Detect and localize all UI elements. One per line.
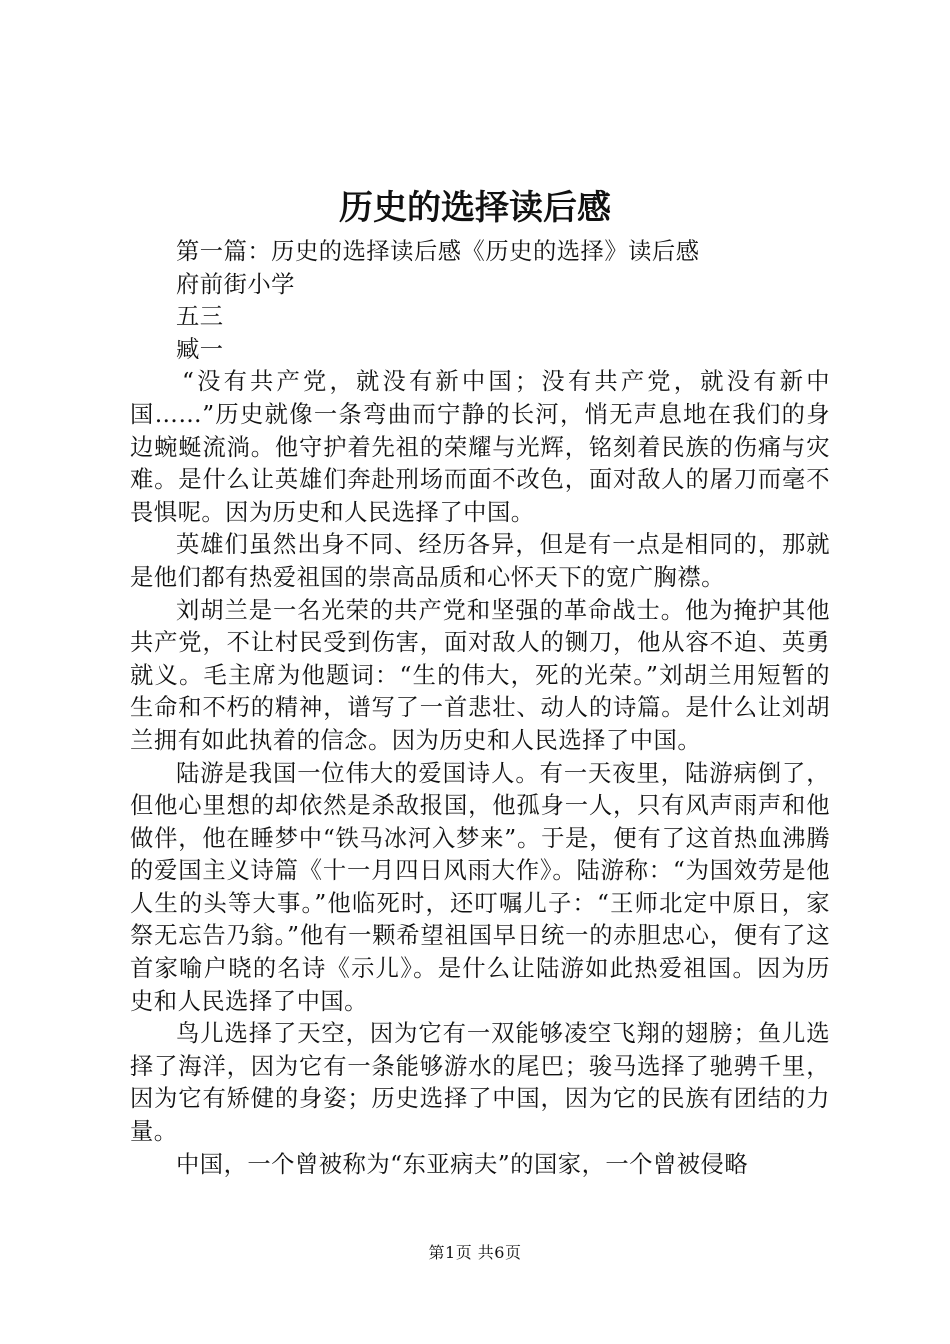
paragraph: 英雄们虽然出身不同、经历各异，但是有一点是相同的，那就是他们都有热爱祖国的崇高品质和心怀天下的宽广胸襟。 (130, 531, 830, 591)
school-line: 府前街小学 (176, 270, 295, 298)
page-footer: 第1页 共6页 (428, 1243, 522, 1262)
class-line: 五三 (176, 303, 224, 331)
paragraph: 刘胡兰是一名光荣的共产党和坚强的革命战士。他为掩护其他共产党，不让村民受到伤害，面对敌人的铡刀，他从容不迫、英勇就义。毛主席为他题词：“生的伟大，死的光荣。”刘胡兰用短暂的生命和不朽的精神，谱写了一首悲壮、动人的诗篇。是什么让刘胡兰拥有如此执着的信念。因为历史和人民选择了中国。 (130, 596, 830, 754)
author-line: 臧一 (176, 335, 224, 363)
document-title: 历史的选择读后感 (339, 188, 611, 228)
paragraph: “没有共产党，就没有新中国；没有共产党，就没有新中国……”历史就像一条弯曲而宁静的长河，悄无声息地在我们的身边蜿蜒流淌。他守护着先祖的荣耀与光辉，铭刻着民族的伤痛与灾难。是什么让英雄们奔赴刑场而面不改色，面对敌人的屠刀而毫不畏惧呢。因为历史和人民选择了中国。 (130, 368, 830, 526)
document-body (130, 236, 830, 1181)
paragraph: 陆游是我国一位伟大的爱国诗人。有一天夜里，陆游病倒了，但他心里想的却依然是杀敌报国，他孤身一人，只有风声雨声和他做伴，他在睡梦中“铁马冰河入梦来”。于是，便有了这首热血沸腾的爱国主义诗篇《十一月四日风雨大作》。陆游称：“为国效劳是他人生的头等大事。”他临死时，还叮嘱儿子：“王师北定中原日，家祭无忘告乃翁。”他有一颗希望祖国早日统一的赤胆忠心，便有了这首家喻户晓的名诗《示儿》。是什么让陆游如此热爱祖国。因为历史和人民选择了中国。 (130, 759, 830, 1015)
paragraph: 鸟儿选择了天空，因为它有一双能够凌空飞翔的翅膀；鱼儿选择了海洋，因为它有一条能够游水的尾巴；骏马选择了驰骋千里，因为它有矫健的身姿；历史选择了中国，因为它的民族有团结的力量。 (130, 1020, 830, 1146)
paragraph: 中国，一个曾被称为“东亚病夫”的国家，一个曾被侵略 (176, 1150, 749, 1178)
subtitle-line: 第一篇：历史的选择读后感《历史的选择》读后感 (176, 238, 700, 265)
